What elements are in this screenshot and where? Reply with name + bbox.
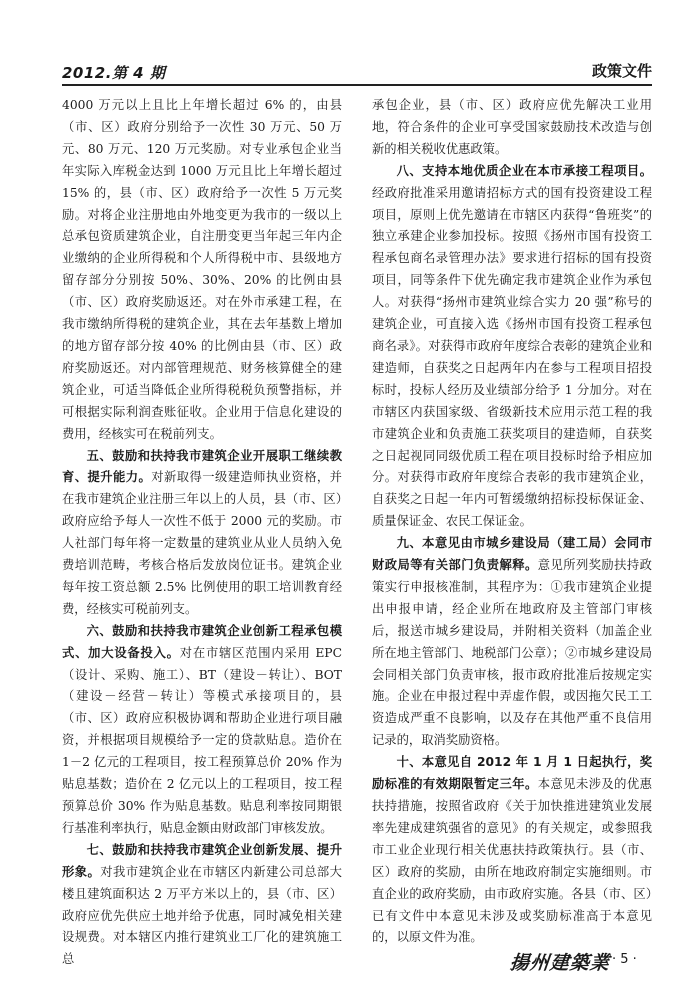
section-10-heading: 十、本意见自 2012 年 1 月 1 日起执行，奖励标准的有效期限暂定三年。 <box>372 755 652 792</box>
right-paragraph-3 <box>372 533 652 752</box>
left-paragraph-4 <box>62 840 342 971</box>
section-7-body: 对我市建筑企业在市辖区内新建公司总部大楼且建筑面积达 2 万平方米以上的，县（市、区）政府应优先供应土地并给予优惠，同时减免相关建设规费。对本辖区内推行建筑业工厂化的建筑施工总 <box>62 864 342 967</box>
section-10-body: 本意见未涉及的优惠扶持措施，按照省政府《关于加快推进建筑业发展率先建成建筑强省的意见》的有关规定，或参照我市工业企业现行相关优惠扶持政策执行。县（市、区）政府的奖励，由所在地政府制定实施细则。市直企业的政府奖励，由市政府实施。各县（市、区）已有文件中本意见未涉及或奖励标准高于本意见的，以原文件为准。 <box>372 777 652 945</box>
page-header <box>62 60 652 84</box>
section-8-body: 经政府批准采用邀请招标方式的国有投资建设工程项目，原则上优先邀请在市辖区内获得“鲁班奖”的独立承建企业参加投标。按照《扬州市国有投资工程承包商名录管理办法》要求进行招标的国有投资项目，同等条件下优先确定我市建筑企业作为承包人。对获得“扬州市建筑业综合实力 20 强”称号的建筑企业，可直接入选《扬州市国有投资工程承包商名录》。对获得市政府年度综合表彰的建筑企业和建造师，自获奖之日起两年内在参与工程项目招投标时，投标人经历及业绩部分给予 1 分加分。对在市辖区内获国家级、省级新技术应用示范工程的我市建筑企业和负责施工获奖项目的建造师，自获奖之日起视同同级优质工程在项目投标时给予相应加分。对获得市政府年度综合表彰的我市建筑企业，自获奖之日起一年内可暂缓缴纳招标投标保证金、质量保证金、农民工保证金。 <box>372 185 652 529</box>
right-paragraph-4 <box>372 752 652 949</box>
section-6-heading: 六、鼓励和扶持我市建筑企业创新工程承包模式、加大设备投入。 <box>62 623 342 660</box>
issue-label: 2012.第 4 期 <box>62 64 166 82</box>
right-paragraph-2 <box>372 161 652 533</box>
page-footer <box>510 948 660 978</box>
section-8-heading: 八、支持本地优质企业在本市承接工程项目。 <box>396 163 652 178</box>
page-number: · 5 · <box>612 952 637 967</box>
right-paragraph-1: 承包企业，县（市、区）政府应优先解决工业用地，符合条件的企业可享受国家鼓励技术改造与创新的相关税收优惠政策。 <box>372 98 652 156</box>
header-rule <box>62 84 652 86</box>
section-9-heading: 九、本意见由市城乡建设局（建工局）会同市财政局等有关部门负责解释。 <box>372 536 652 573</box>
magazine-logo: 揚州建築業 <box>508 952 612 974</box>
left-paragraph-1: 4000 万元以上且比上年增长超过 6% 的，由县（市、区）政府分别给予一次性 30 万元、50 万元、80 万元、120 万元奖励。对专业承包企业当年实际入库税金达到 1000 万元且比上年增长超过 15% 的，县（市、区）政府给予一次性 5 万元奖励。对将企业注册地由外地变更为我市的一级以上总承包资质建筑企业，自注册变更当年起三年内企业缴纳的企业所得税和个人所得税中市、县级地方留存部分分别按 50%、30%、20% 的比例由县（市、区）政府奖励返还。对在外市承建工程，在我市缴纳所得税的建筑企业，其在去年基数上增加的地方留存部分按 40% 的比例由县（市、区）政府奖励返还。对内部管理规范、财务核算健全的建筑企业，可适当降低企业所得税税负预警指标，并可根据实际利润查账征收。企业用于信息化建设的费用，经核实可在税前列支。 <box>62 98 342 441</box>
section-title: 政策文件 <box>591 62 652 80</box>
section-9-body: 意见所列奖励扶持政策实行申报核准制，其程序为：①我市建筑企业提出申报申请，经企业所在地政府及主管部门审核后，报送市城乡建设局，并附相关资料（加盖企业所在地主管部门、地税部门公章）；②市城乡建设局会同相关部门负责审核，报市政府批准后按规定实施。企业在申报过程中弄虚作假，或因拖欠民工工资造成严重不良影响，以及存在其他严重不良信用记录的，取消奖励资格。 <box>372 558 652 748</box>
section-7-heading: 七、鼓励和扶持我市建筑企业创新发展、提升形象。 <box>62 842 342 879</box>
left-paragraph-3 <box>62 621 342 840</box>
section-5-heading: 五、鼓励和扶持我市建筑企业开展职工继续教育、提升能力。 <box>62 448 342 485</box>
section-6-body: 对在市辖区范围内采用 EPC（设计、采购、施工）、BT（建设－转让）、BOT（建设－经营－转让）等模式承接项目的，县（市、区）政府应积极协调和帮助企业进行项目融资，并根据项目规模给予一定的贷款贴息。造价在 1－2 亿元的工程项目，按工程预算总价 20% 作为贴息基数；造价在 2 亿元以上的工程项目，按工程预算总价 30% 作为贴息基数。贴息利率按同期银行基准利率执行，贴息金额由财政部门审核发放。 <box>62 645 342 835</box>
right-column <box>372 95 652 949</box>
section-5-body: 对新取得一级建造师执业资格，并在我市建筑企业注册三年以上的人员，县（市、区）政府应给予每人一次性不低于 2000 元的奖励。市人社部门每年将一定数量的建筑业从业人员纳入免费培训范畴，考核合格后发放岗位证书。建筑企业每年按工资总额 2.5% 比例使用的职工培训教育经费，经核实可税前列支。 <box>62 470 342 616</box>
left-paragraph-2 <box>62 446 342 621</box>
left-column <box>62 95 342 971</box>
